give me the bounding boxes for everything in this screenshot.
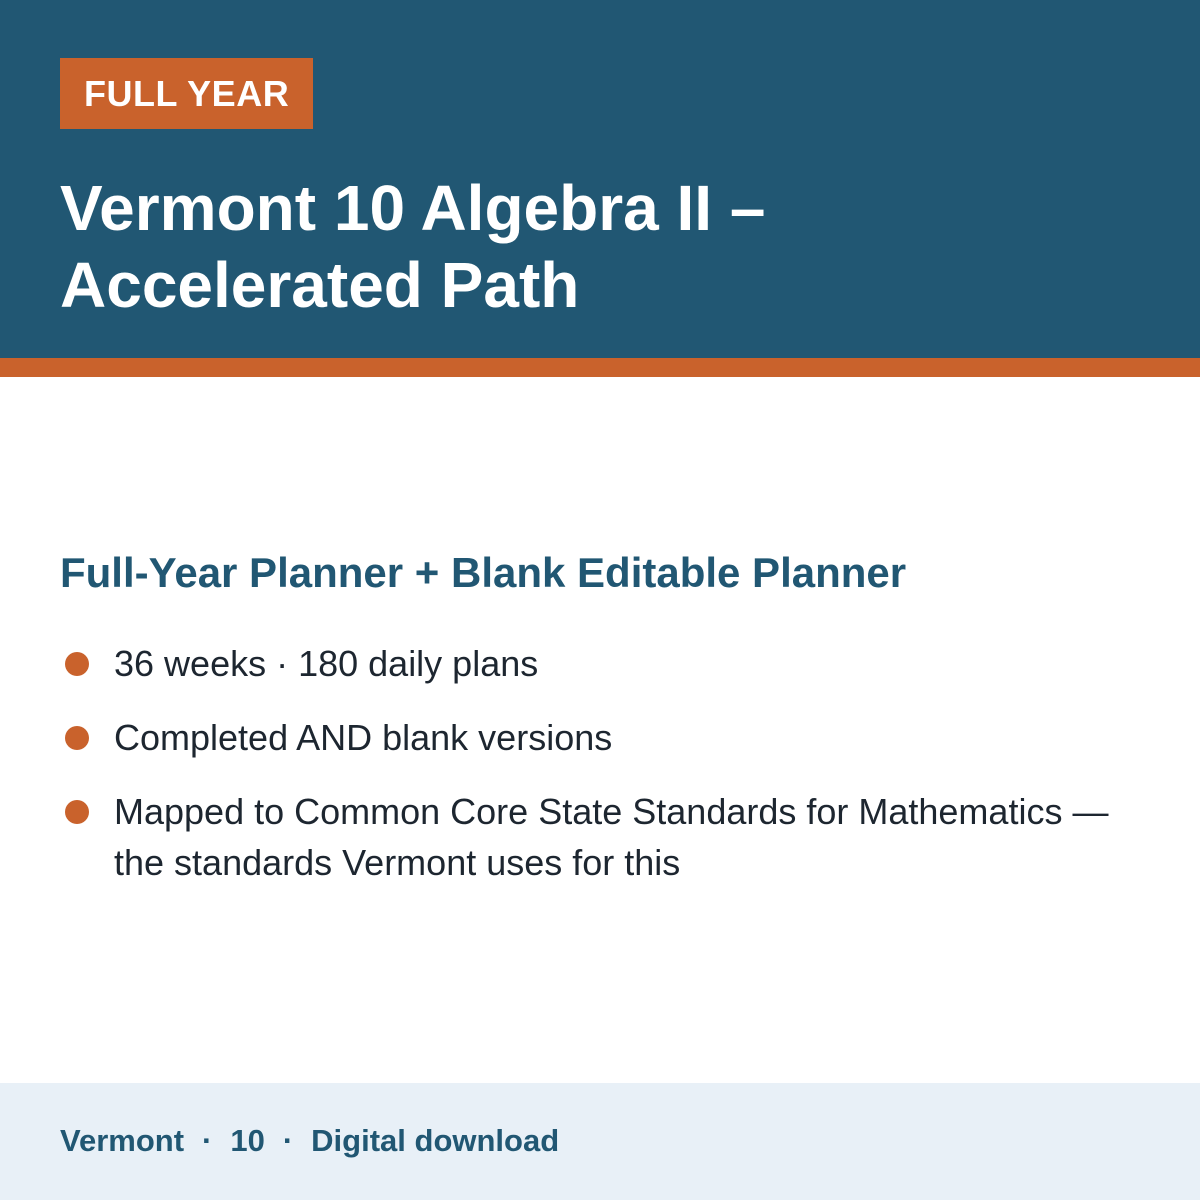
list-item <box>60 638 1140 689</box>
bullet-dot-icon <box>65 726 89 750</box>
header-banner <box>0 0 1200 358</box>
footer-meta <box>60 1121 559 1161</box>
feature-text: Completed AND blank versions <box>114 717 613 758</box>
bullet-dot-icon <box>65 652 89 676</box>
feature-list <box>60 638 1140 911</box>
full-year-badge: FULL YEAR <box>60 58 313 129</box>
feature-text: 36 weeks · 180 daily plans <box>114 643 539 684</box>
footer-separator: · <box>202 1123 213 1158</box>
footer-state: Vermont <box>60 1123 185 1158</box>
list-item <box>60 786 1140 888</box>
list-item <box>60 712 1140 763</box>
product-title: Vermont 10 Algebra II – Accelerated Path <box>60 172 766 321</box>
product-subtitle: Full-Year Planner + Blank Editable Planner <box>60 549 907 596</box>
bullet-dot-icon <box>65 800 89 824</box>
feature-text: Mapped to Common Core State Standards for Mathematics — the standards Vermont uses for this <box>114 791 1109 883</box>
footer-format: Digital download <box>311 1123 560 1158</box>
footer-grade: 10 <box>230 1123 265 1158</box>
accent-divider <box>0 358 1200 377</box>
footer-bar <box>0 1083 1200 1200</box>
footer-separator: · <box>282 1123 294 1158</box>
